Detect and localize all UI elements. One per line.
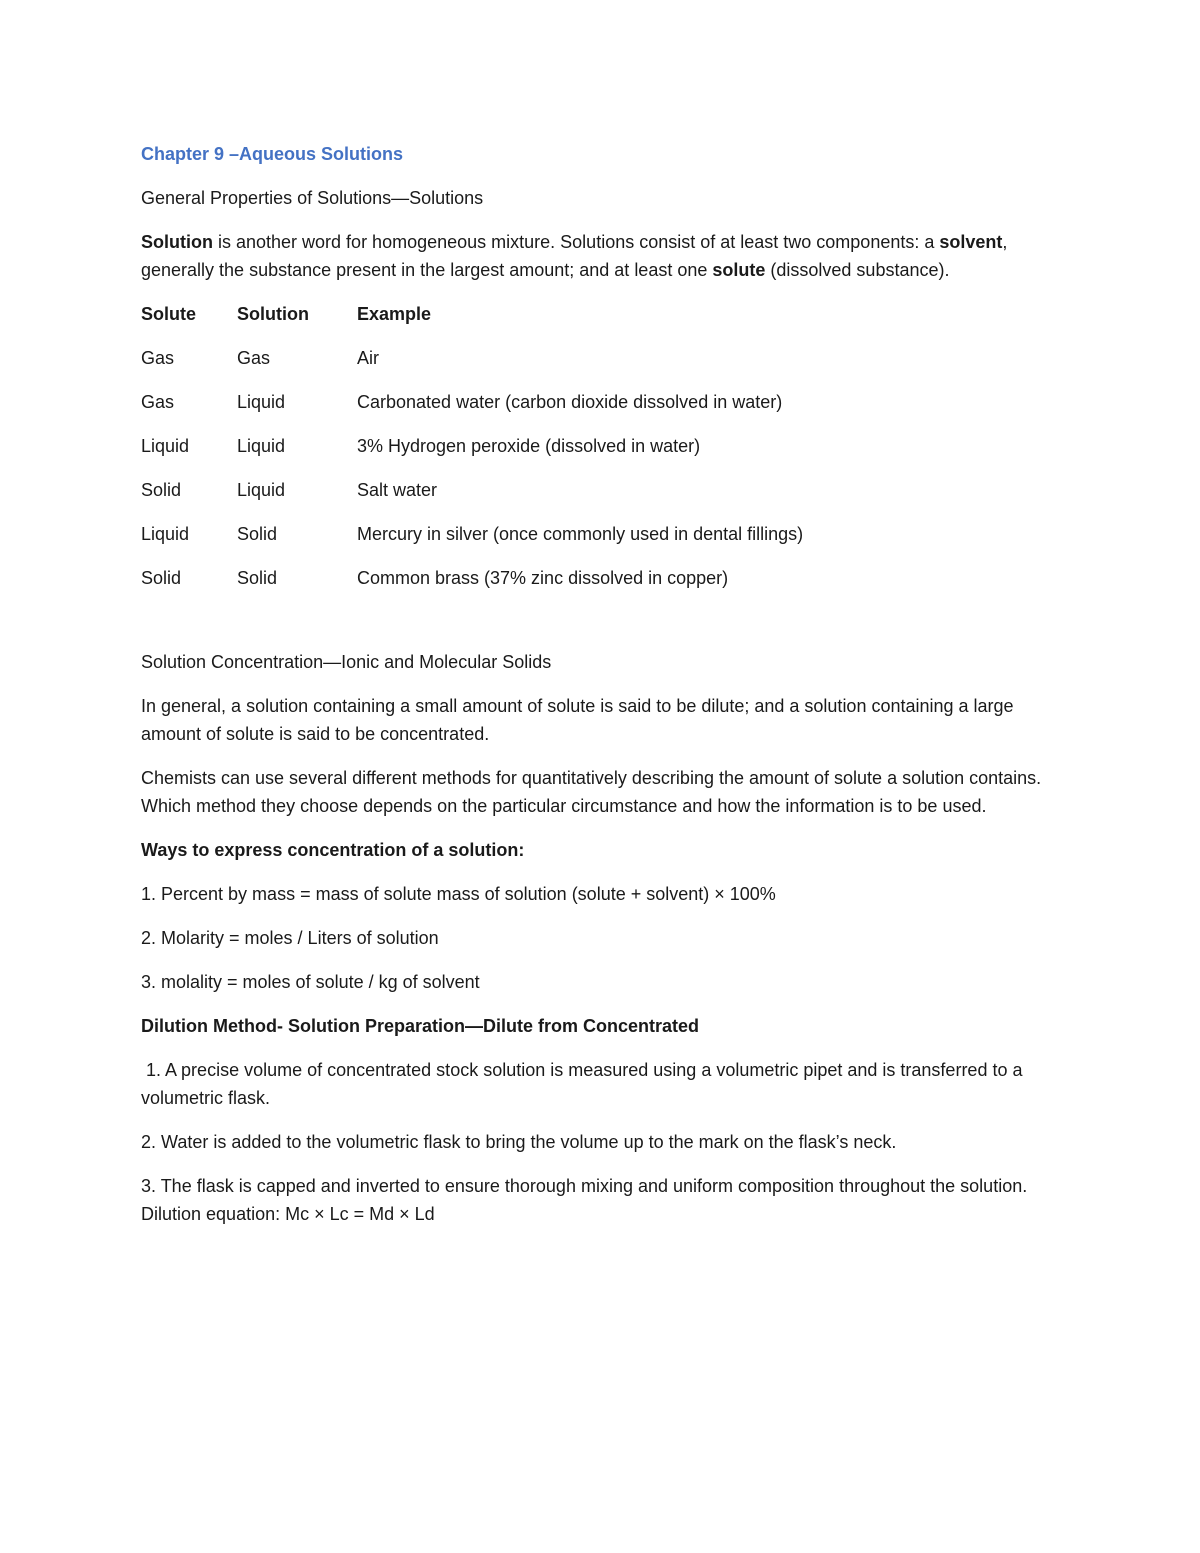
header-solute: Solute	[141, 304, 197, 324]
cell-solute: Liquid	[141, 436, 190, 456]
way-item-percent-by-mass: 1. Percent by mass = mass of solute mass of solution (solute + solvent) × 100%	[141, 884, 776, 904]
dilution-step-2: 2. Water is added to the volumetric flask to bring the volume up to the mark on the flask’s neck.	[141, 1132, 897, 1152]
cell-example: Air	[357, 348, 379, 368]
dilution-step-1: 1. A precise volume of concentrated stock solution is measured using a volumetric pipet and is transferred to a volumetric flask.	[141, 1060, 1028, 1108]
cell-example: Salt water	[357, 480, 438, 500]
cell-solution: Solid	[237, 568, 278, 588]
cell-solution: Gas	[237, 348, 271, 368]
cell-example: Common brass (37% zinc dissolved in copper)	[357, 568, 729, 588]
table-row	[141, 388, 1057, 432]
term-solute: solute	[712, 260, 766, 280]
table-row	[141, 344, 1057, 388]
chapter-title: Chapter 9 –Aqueous Solutions	[141, 144, 404, 164]
ways-heading-text: Ways to express concentration of a solution:	[141, 840, 525, 860]
cell-example: Mercury in silver (once commonly used in dental fillings)	[357, 524, 804, 544]
table-row	[141, 520, 1057, 564]
dilution-step-3: 3. The flask is capped and inverted to ensure thorough mixing and uniform composition throughout the solution. Dilution equation: Mc × Lc = Md × Ld	[141, 1176, 1028, 1224]
section-heading-general-properties: General Properties of Solutions—Solutions	[141, 188, 484, 208]
document-page	[141, 140, 1061, 1244]
paragraph-methods: Chemists can use several different methods for quantitatively describing the amount of solute a solution contains. Which method they choose depends on the particular circumstance and how the information is to be used.	[141, 768, 1042, 816]
solution-definition-paragraph	[141, 228, 1061, 284]
definition-text-3: (dissolved substance).	[765, 260, 950, 280]
table-row	[141, 476, 1057, 520]
cell-solute: Solid	[141, 568, 182, 588]
header-solution: Solution	[237, 304, 309, 324]
cell-solute: Liquid	[141, 524, 190, 544]
way-item-molarity: 2. Molarity = moles / Liters of solution	[141, 928, 439, 948]
blank-line	[141, 624, 1061, 648]
ways-heading	[141, 836, 1061, 864]
cell-solute: Solid	[141, 480, 182, 500]
dilution-heading-text: Dilution Method- Solution Preparation—Dilute from Concentrated	[141, 1016, 699, 1036]
paragraph-dilute-concentrated: In general, a solution containing a small amount of solute is said to be dilute; and a solution containing a large amount of solute is said to be concentrated.	[141, 696, 1014, 744]
table-row	[141, 432, 1057, 476]
dilution-heading	[141, 1012, 1061, 1040]
cell-example: Carbonated water (carbon dioxide dissolved in water)	[357, 392, 783, 412]
cell-solution: Liquid	[237, 392, 286, 412]
table-row	[141, 564, 1057, 608]
cell-solute: Gas	[141, 392, 175, 412]
cell-example: 3% Hydrogen peroxide (dissolved in water)	[357, 436, 701, 456]
header-example: Example	[357, 304, 432, 324]
cell-solution: Solid	[237, 524, 278, 544]
term-solvent: solvent	[939, 232, 1003, 252]
table-header-row	[141, 300, 1057, 344]
way-item-molality: 3. molality = moles of solute / kg of solvent	[141, 972, 480, 992]
definition-text-2: , generally the substance present in the largest amount; and at least one	[141, 232, 1008, 280]
cell-solution: Liquid	[237, 480, 286, 500]
definition-text-1: is another word for homogeneous mixture. Solutions consist of at least two components: a	[212, 232, 940, 252]
section-heading-concentration: Solution Concentration—Ionic and Molecular Solids	[141, 652, 552, 672]
cell-solute: Gas	[141, 348, 175, 368]
cell-solution: Liquid	[237, 436, 286, 456]
solution-types-table	[141, 300, 1057, 608]
term-solution: Solution	[141, 232, 213, 252]
